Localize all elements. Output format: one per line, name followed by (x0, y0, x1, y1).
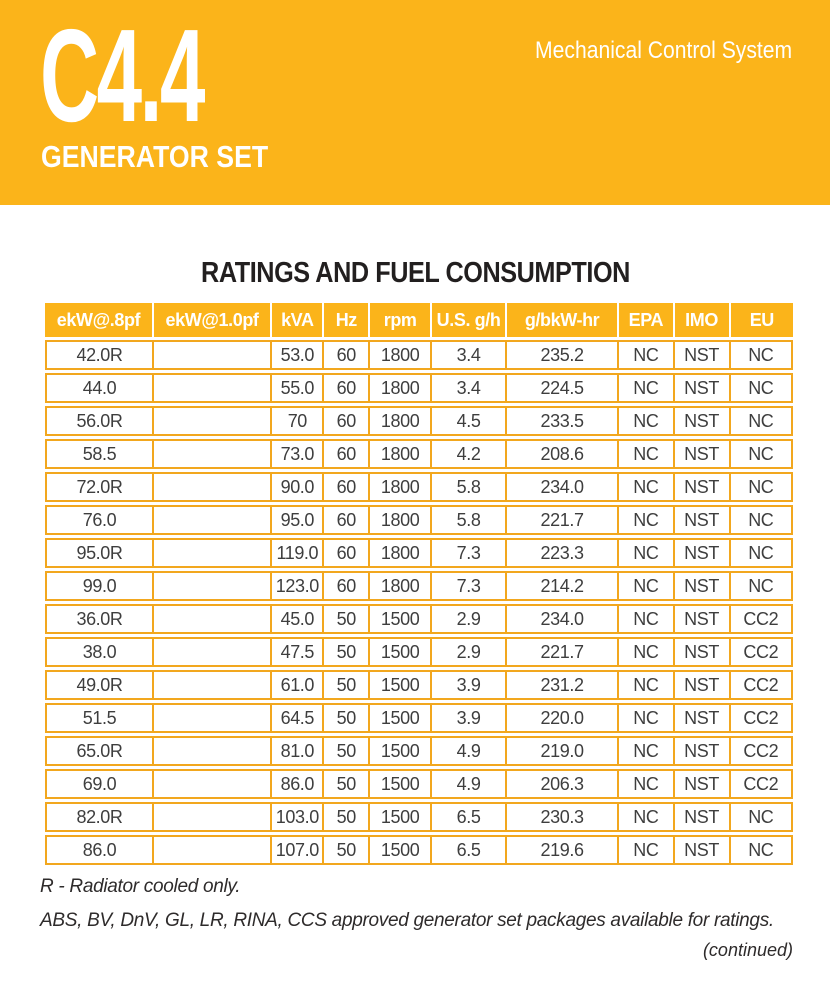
table-cell: 107.0 (270, 835, 322, 865)
table-cell: 1500 (368, 670, 430, 700)
table-cell (152, 538, 270, 568)
table-cell: NST (673, 538, 729, 568)
table-cell: NC (729, 505, 793, 535)
table-cell: NC (617, 769, 672, 799)
table-cell: NST (673, 340, 729, 370)
col-header-imo: IMO (673, 303, 729, 337)
table-cell: 38.0 (45, 637, 152, 667)
table-cell: NST (673, 769, 729, 799)
table-cell: NC (617, 373, 672, 403)
table-cell: NC (617, 472, 672, 502)
table-cell: 73.0 (270, 439, 322, 469)
table-cell: 50 (322, 703, 368, 733)
table-cell: 7.3 (430, 571, 505, 601)
table-row (45, 340, 793, 370)
table-cell: 45.0 (270, 604, 322, 634)
table-cell: 220.0 (505, 703, 617, 733)
table-cell: CC2 (729, 703, 793, 733)
table-cell: 1500 (368, 703, 430, 733)
table-cell: 95.0R (45, 538, 152, 568)
table-cell (152, 439, 270, 469)
ratings-table-header (45, 303, 793, 337)
table-cell: NC (729, 571, 793, 601)
table-cell: 214.2 (505, 571, 617, 601)
table-cell (152, 340, 270, 370)
table-row (45, 373, 793, 403)
ratings-table (45, 300, 793, 868)
table-cell: 3.9 (430, 703, 505, 733)
table-row (45, 538, 793, 568)
table-cell: NC (729, 340, 793, 370)
table-cell: 60 (322, 373, 368, 403)
table-cell: NST (673, 571, 729, 601)
table-cell: NC (729, 373, 793, 403)
table-cell (152, 505, 270, 535)
table-cell: 235.2 (505, 340, 617, 370)
table-cell: 221.7 (505, 505, 617, 535)
col-header-hz: Hz (322, 303, 368, 337)
table-cell: 58.5 (45, 439, 152, 469)
table-cell: 224.5 (505, 373, 617, 403)
col-header-gbkw-hr: g/bkW-hr (505, 303, 617, 337)
table-cell: NST (673, 835, 729, 865)
header-banner (0, 0, 830, 205)
table-cell: NC (617, 802, 672, 832)
table-cell: NC (617, 670, 672, 700)
table-row (45, 472, 793, 502)
table-cell: NC (617, 571, 672, 601)
table-cell: 231.2 (505, 670, 617, 700)
table-cell: 123.0 (270, 571, 322, 601)
table-cell: 60 (322, 505, 368, 535)
table-cell: 61.0 (270, 670, 322, 700)
table-cell (152, 604, 270, 634)
table-row (45, 571, 793, 601)
table-cell (152, 472, 270, 502)
table-cell: NC (617, 505, 672, 535)
table-cell: 90.0 (270, 472, 322, 502)
table-cell: CC2 (729, 637, 793, 667)
table-cell: NC (729, 439, 793, 469)
table-row (45, 802, 793, 832)
table-cell: 70 (270, 406, 322, 436)
table-cell: 65.0R (45, 736, 152, 766)
table-cell: 50 (322, 802, 368, 832)
table-cell (152, 835, 270, 865)
table-cell: 1500 (368, 835, 430, 865)
table-cell: 47.5 (270, 637, 322, 667)
table-cell: 1800 (368, 538, 430, 568)
table-cell (152, 703, 270, 733)
table-cell: CC2 (729, 769, 793, 799)
table-cell: NC (617, 406, 672, 436)
table-cell: 60 (322, 472, 368, 502)
col-header-ekw-8pf: ekW@.8pf (45, 303, 152, 337)
control-system-label: Mechanical Control System (534, 37, 792, 64)
table-cell: 82.0R (45, 802, 152, 832)
table-cell: 60 (322, 406, 368, 436)
table-cell: 86.0 (270, 769, 322, 799)
table-cell: 1800 (368, 406, 430, 436)
table-cell: NST (673, 472, 729, 502)
table-cell: 60 (322, 439, 368, 469)
table-cell: 95.0 (270, 505, 322, 535)
table-cell (152, 373, 270, 403)
col-header-rpm: rpm (368, 303, 430, 337)
table-cell: CC2 (729, 736, 793, 766)
table-cell (152, 571, 270, 601)
table-cell: 42.0R (45, 340, 152, 370)
table-cell: NST (673, 373, 729, 403)
table-cell: 55.0 (270, 373, 322, 403)
table-row (45, 769, 793, 799)
table-cell: NC (617, 703, 672, 733)
table-cell: 6.5 (430, 835, 505, 865)
table-cell: 4.9 (430, 769, 505, 799)
table-cell: 3.4 (430, 373, 505, 403)
table-cell: 1500 (368, 769, 430, 799)
table-row (45, 736, 793, 766)
table-cell: 223.3 (505, 538, 617, 568)
table-cell (152, 769, 270, 799)
table-cell: 103.0 (270, 802, 322, 832)
table-cell: 81.0 (270, 736, 322, 766)
table-cell: 1500 (368, 736, 430, 766)
table-cell: 1500 (368, 604, 430, 634)
table-cell: 6.5 (430, 802, 505, 832)
table-cell: 221.7 (505, 637, 617, 667)
table-cell: 50 (322, 835, 368, 865)
table-cell: 3.4 (430, 340, 505, 370)
product-line-label: GENERATOR SET (41, 139, 269, 174)
table-cell: 219.6 (505, 835, 617, 865)
table-cell: NC (617, 439, 672, 469)
table-cell: 99.0 (45, 571, 152, 601)
table-cell: NST (673, 736, 729, 766)
table-cell: 1800 (368, 439, 430, 469)
table-cell: NST (673, 670, 729, 700)
table-cell: 1800 (368, 373, 430, 403)
table-cell: NC (729, 472, 793, 502)
table-cell: 86.0 (45, 835, 152, 865)
table-cell (152, 736, 270, 766)
table-cell: NC (729, 406, 793, 436)
table-cell: 44.0 (45, 373, 152, 403)
ratings-table-body (45, 340, 793, 865)
table-cell: 1800 (368, 505, 430, 535)
continued-label: (continued) (702, 940, 793, 960)
table-cell: 50 (322, 769, 368, 799)
header-row (45, 303, 793, 337)
table-cell: 219.0 (505, 736, 617, 766)
table-cell: 5.8 (430, 505, 505, 535)
table-cell: NC (617, 604, 672, 634)
table-cell: 64.5 (270, 703, 322, 733)
table-cell: 206.3 (505, 769, 617, 799)
table-cell: 4.2 (430, 439, 505, 469)
table-cell (152, 670, 270, 700)
table-cell: 1800 (368, 571, 430, 601)
table-cell: 50 (322, 604, 368, 634)
table-cell: 50 (322, 637, 368, 667)
table-cell: 76.0 (45, 505, 152, 535)
table-cell (152, 637, 270, 667)
approvals-note: ABS, BV, DnV, GL, LR, RINA, CCS approved generator set packages available for ratings. (40, 910, 774, 931)
table-cell: NST (673, 505, 729, 535)
table-row (45, 670, 793, 700)
table-cell: NC (617, 340, 672, 370)
table-cell: NST (673, 703, 729, 733)
table-cell: 233.5 (505, 406, 617, 436)
col-header-us-gh: U.S. g/h (430, 303, 505, 337)
table-cell: NST (673, 637, 729, 667)
table-row (45, 439, 793, 469)
table-cell: 1500 (368, 637, 430, 667)
table-cell: 60 (322, 340, 368, 370)
table-cell: 1800 (368, 340, 430, 370)
table-cell: NC (617, 736, 672, 766)
table-cell: 36.0R (45, 604, 152, 634)
table-row (45, 406, 793, 436)
table-cell: 1500 (368, 802, 430, 832)
table-cell (152, 802, 270, 832)
table-cell: CC2 (729, 670, 793, 700)
table-cell: 53.0 (270, 340, 322, 370)
table-row (45, 604, 793, 634)
table-cell: 234.0 (505, 472, 617, 502)
table-title-text: RATINGS AND FUEL CONSUMPTION (200, 257, 630, 289)
table-cell: 60 (322, 538, 368, 568)
table-cell: 69.0 (45, 769, 152, 799)
table-cell: NC (617, 538, 672, 568)
table-cell: NST (673, 439, 729, 469)
table-cell: 4.5 (430, 406, 505, 436)
table-cell: 230.3 (505, 802, 617, 832)
table-cell: NST (673, 802, 729, 832)
table-cell: NST (673, 406, 729, 436)
table-cell: NC (617, 835, 672, 865)
table-cell: 2.9 (430, 604, 505, 634)
table-cell: CC2 (729, 604, 793, 634)
table-row (45, 637, 793, 667)
table-cell: 1800 (368, 472, 430, 502)
model-name: C4.4 (40, 2, 203, 149)
table-cell: 5.8 (430, 472, 505, 502)
table-cell: 49.0R (45, 670, 152, 700)
table-row (45, 703, 793, 733)
table-cell: 72.0R (45, 472, 152, 502)
table-row (45, 505, 793, 535)
table-cell: 7.3 (430, 538, 505, 568)
col-header-ekw-10pf: ekW@1.0pf (152, 303, 270, 337)
table-cell (152, 406, 270, 436)
table-cell: 56.0R (45, 406, 152, 436)
table-cell: NC (729, 802, 793, 832)
table-cell: 50 (322, 736, 368, 766)
table-cell: 2.9 (430, 637, 505, 667)
table-row (45, 835, 793, 865)
col-header-eu: EU (729, 303, 793, 337)
table-cell: NC (729, 538, 793, 568)
table-cell: 119.0 (270, 538, 322, 568)
table-cell: NC (729, 835, 793, 865)
table-title (0, 257, 830, 290)
radiator-note: R - Radiator cooled only. (40, 876, 241, 897)
table-cell: 4.9 (430, 736, 505, 766)
table-cell: 60 (322, 571, 368, 601)
table-cell: 234.0 (505, 604, 617, 634)
col-header-epa: EPA (617, 303, 672, 337)
table-cell: 51.5 (45, 703, 152, 733)
table-cell: 3.9 (430, 670, 505, 700)
col-header-kva: kVA (270, 303, 322, 337)
table-cell: 208.6 (505, 439, 617, 469)
table-cell: NST (673, 604, 729, 634)
table-cell: NC (617, 637, 672, 667)
table-cell: 50 (322, 670, 368, 700)
